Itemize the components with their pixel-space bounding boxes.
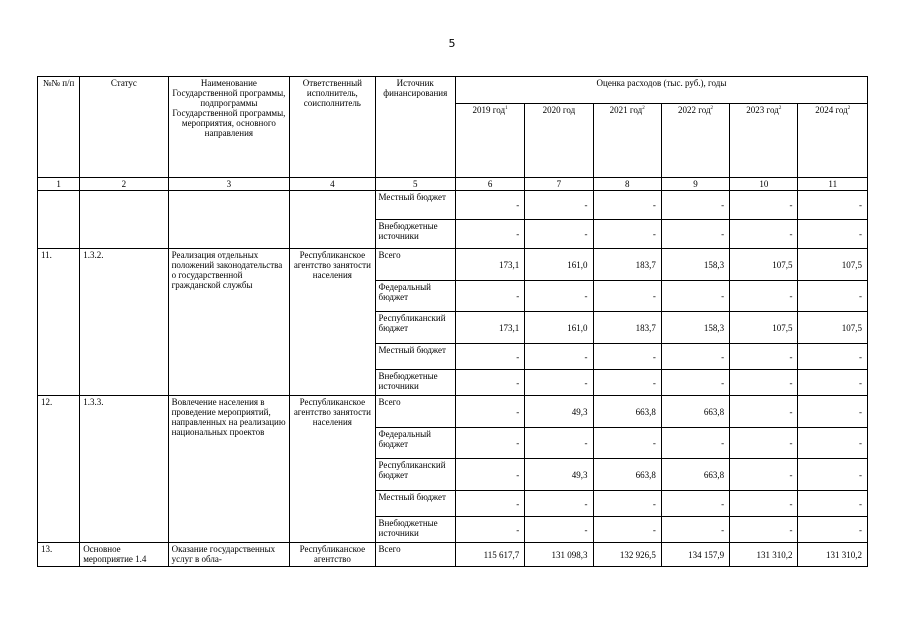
value-cell: - [525,344,593,370]
column-number: 7 [525,178,593,191]
row-status: Основное мероприятие 1.4 [80,543,168,567]
value-cell: - [525,370,593,396]
value-cell: - [455,517,524,543]
value-cell: 132 926,5 [593,543,661,567]
value-cell: - [661,344,729,370]
value-cell: 161,0 [525,249,593,281]
value-cell: 131 098,3 [525,543,593,567]
value-cell: - [525,191,593,220]
value-cell: - [525,517,593,543]
value-cell: 663,8 [661,459,729,491]
source-cell: Федеральный бюджет [375,428,455,459]
value-cell: - [798,428,868,459]
value-cell: 183,7 [593,312,661,344]
value-cell: - [661,281,729,312]
value-cell: - [455,396,524,428]
header-costs: Оценка расходов (тыс. руб.), годы [455,77,867,104]
footnote-mark: 2 [847,106,851,111]
header-status: Статус [80,77,168,178]
header-year [661,104,729,178]
header-source: Источник финансирования [375,77,455,178]
value-cell: - [730,344,798,370]
continuation-status [80,191,168,249]
source-cell: Внебюджетные источники [375,517,455,543]
header-year-label: 2024 год [815,105,848,115]
row-number: 11. [38,249,80,396]
footnote-mark: 2 [642,106,645,111]
footnote-mark: 2 [778,106,782,111]
header-year-label: 2023 год [746,105,779,115]
value-cell: - [455,344,524,370]
value-cell: 158,3 [661,249,729,281]
header-num: №№ п/п [38,77,80,178]
value-cell: 173,1 [455,249,524,281]
source-cell: Местный бюджет [375,491,455,517]
value-cell: - [798,220,868,249]
column-number: 5 [375,178,455,191]
column-number: 6 [455,178,524,191]
column-number: 9 [661,178,729,191]
value-cell: - [455,191,524,220]
continuation-name [168,191,290,249]
source-cell: Местный бюджет [375,344,455,370]
header-year-label: 2020 год [542,105,576,115]
value-cell: - [661,370,729,396]
source-cell: Местный бюджет [375,191,455,220]
value-cell: 107,5 [798,249,868,281]
value-cell: - [730,370,798,396]
value-cell: - [455,491,524,517]
value-cell: - [730,191,798,220]
header-year-label: 2019 год [472,105,506,115]
value-cell: - [593,517,661,543]
value-cell: 161,0 [525,312,593,344]
row-number: 12. [38,396,80,543]
value-cell: - [455,370,524,396]
table-row [38,249,868,281]
footnote-mark: 1 [505,106,508,111]
value-cell: - [661,428,729,459]
value-cell: 173,1 [455,312,524,344]
value-cell: - [593,191,661,220]
value-cell: - [455,220,524,249]
source-cell: Республиканский бюджет [375,459,455,491]
value-cell: - [661,491,729,517]
column-number: 2 [80,178,168,191]
source-cell: Федеральный бюджет [375,281,455,312]
value-cell: - [798,344,868,370]
value-cell: 49,3 [525,396,593,428]
value-cell: 663,8 [593,396,661,428]
value-cell: 107,5 [730,312,798,344]
row-name: Оказание государственных услуг в обла- [168,543,290,567]
header-executor: Ответственный исполнитель, соисполнитель [290,77,375,178]
value-cell: - [593,281,661,312]
footnote-mark: 2 [710,106,714,111]
continuation-num [38,191,80,249]
value-cell: 107,5 [798,312,868,344]
table-row [38,543,868,567]
source-cell: Всего [375,249,455,281]
value-cell: - [798,491,868,517]
header-year-label: 2021 год [609,105,643,115]
value-cell: 131 310,2 [730,543,798,567]
value-cell: 49,3 [525,459,593,491]
value-cell: 663,8 [593,459,661,491]
value-cell: - [798,191,868,220]
table-row [38,396,868,428]
value-cell: - [593,428,661,459]
header-year [593,104,661,178]
value-cell: - [525,281,593,312]
budget-table [37,76,868,567]
value-cell: - [593,370,661,396]
row-status: 1.3.2. [80,249,168,396]
value-cell: - [455,428,524,459]
column-number: 8 [593,178,661,191]
value-cell: - [455,459,524,491]
row-number: 13. [38,543,80,567]
header-year [455,104,524,178]
value-cell: - [730,459,798,491]
header-year [525,104,593,178]
column-number: 11 [798,178,868,191]
value-cell: - [730,491,798,517]
value-cell: - [798,370,868,396]
value-cell: 115 617,7 [455,543,524,567]
value-cell: 134 157,9 [661,543,729,567]
header-year [798,104,868,178]
value-cell: 131 310,2 [798,543,868,567]
row-status: 1.3.3. [80,396,168,543]
value-cell: - [730,396,798,428]
value-cell: - [798,517,868,543]
column-number: 3 [168,178,290,191]
value-cell: - [798,396,868,428]
continuation-executor [290,191,375,249]
row-name: Реализация отдельных положений законодательства о государственной гражданской службы [168,249,290,396]
column-number: 4 [290,178,375,191]
table-row [38,191,868,220]
value-cell: - [730,428,798,459]
value-cell: - [593,344,661,370]
value-cell: - [525,428,593,459]
value-cell: 107,5 [730,249,798,281]
page-number: 5 [448,37,456,50]
column-number: 1 [38,178,80,191]
value-cell: 663,8 [661,396,729,428]
value-cell: - [661,220,729,249]
value-cell: - [455,281,524,312]
value-cell: - [730,281,798,312]
value-cell: - [730,517,798,543]
value-cell: 158,3 [661,312,729,344]
row-name: Вовлечение населения в проведение мероприятий, направленных на реализацию национальных проектов [168,396,290,543]
header-year [730,104,798,178]
value-cell: 183,7 [593,249,661,281]
header-year-label: 2022 год [677,105,711,115]
source-cell: Всего [375,396,455,428]
value-cell: - [661,191,729,220]
value-cell: - [661,517,729,543]
value-cell: - [593,491,661,517]
value-cell: - [593,220,661,249]
header-name: Наименование Государственной программы, подпрограммы Государственной программы, мероприятия, основного направления [168,77,290,178]
value-cell: - [525,220,593,249]
column-number: 10 [730,178,798,191]
source-cell: Внебюджетные источники [375,220,455,249]
source-cell: Республиканский бюджет [375,312,455,344]
row-executor: Республиканское агентство занятости населения [290,249,375,396]
value-cell: - [730,220,798,249]
source-cell: Внебюджетные источники [375,370,455,396]
row-executor: Республиканское агентство занятости населения [290,396,375,543]
source-cell: Всего [375,543,455,567]
value-cell: - [525,491,593,517]
value-cell: - [798,281,868,312]
value-cell: - [798,459,868,491]
row-executor: Республиканское агентство [290,543,375,567]
